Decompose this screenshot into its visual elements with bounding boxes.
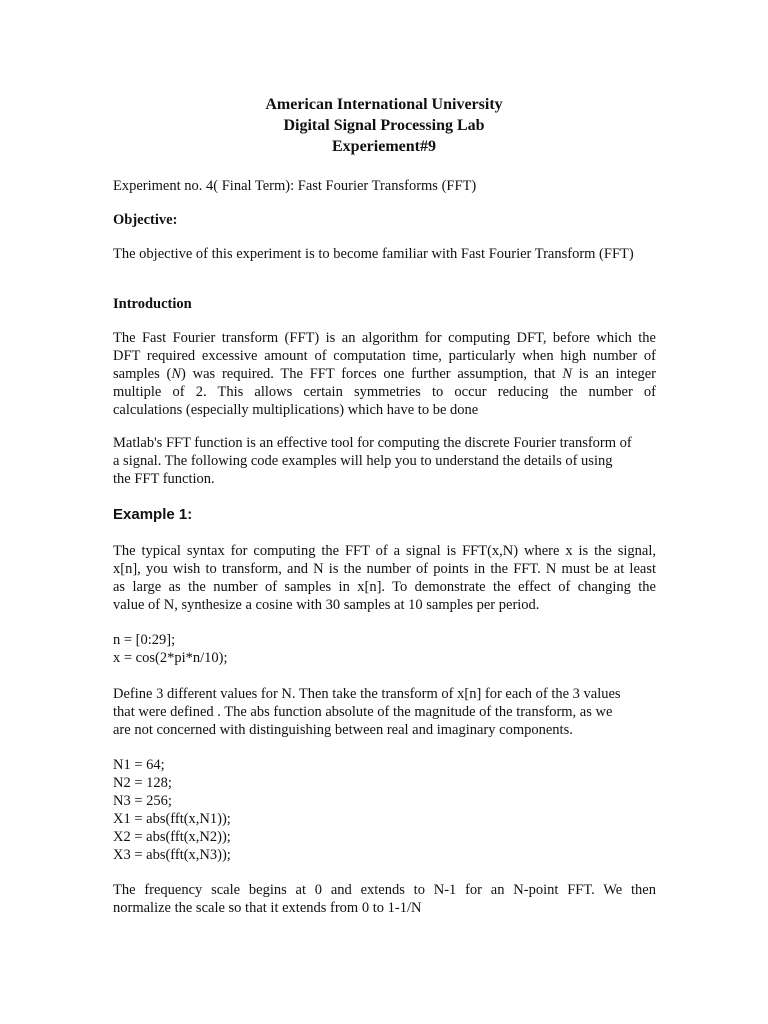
code-line: N2 = 128;: [113, 775, 172, 791]
lab-title: Digital Signal Processing Lab: [283, 117, 485, 134]
code-line: N3 = 256;: [113, 793, 172, 809]
text-line: are not concerned with distinguishing between real and imaginary components.: [113, 722, 573, 738]
code-block-1: [113, 631, 656, 667]
text-line: Define 3 different values for N. Then take the transform of x[n] for each of the 3 values: [113, 686, 621, 702]
code-line: X3 = abs(fft(x,N3));: [113, 847, 231, 863]
text-line: normalize the scale so that it extends from 0 to 1-1/N: [113, 900, 422, 916]
text-line: the FFT function.: [113, 471, 215, 487]
experiment-title: Experiement#9: [332, 138, 436, 155]
text-line: value of N, synthesize a cosine with 30 samples at 10 samples per period.: [113, 597, 540, 613]
text-line: The frequency scale begins at 0 and extends to N-1 for an N-point FFT. We then: [113, 882, 656, 898]
objective-text: The objective of this experiment is to become familiar with Fast Fourier Transform (FFT): [113, 246, 634, 262]
text-fragment: samples (: [113, 366, 172, 382]
text-line: [113, 365, 656, 383]
text-line: x[n], you wish to transform, and N is the number of points in the FFT. N must be at least: [113, 561, 656, 577]
text-fragment: ) was required. The FFT forces one further assumption, that: [181, 366, 563, 382]
text-line: a signal. The following code examples will help you to understand the details of using: [113, 453, 613, 469]
experiment-line: Experiment no. 4( Final Term): Fast Fourier Transforms (FFT): [113, 178, 477, 194]
text-line: DFT required excessive amount of computation time, particularly when high number of: [113, 348, 656, 364]
text-line: multiple of 2. This allows certain symmetries to occur reducing the number of: [113, 384, 656, 400]
code-line: x = cos(2*pi*n/10);: [113, 650, 228, 666]
text-line: that were defined . The abs function absolute of the magnitude of the transform, as we: [113, 704, 613, 720]
example-1-heading: Example 1:: [113, 506, 193, 523]
text-line: as large as the number of samples in x[n]. To demonstrate the effect of changing the: [113, 579, 656, 595]
introduction-heading: Introduction: [113, 296, 192, 312]
example-1-paragraph-1: [113, 542, 656, 614]
objective-heading: Objective:: [113, 212, 178, 228]
text-line: calculations (especially multiplications) which have to be done: [113, 402, 479, 418]
text-line: Matlab's FFT function is an effective tool for computing the discrete Fourier transform of: [113, 435, 632, 451]
code-line: X1 = abs(fft(x,N1));: [113, 811, 231, 827]
example-1-paragraph-3: [113, 881, 656, 917]
text-line: The typical syntax for computing the FFT of a signal is FFT(x,N) where x is the signal,: [113, 543, 656, 559]
code-line: X2 = abs(fft(x,N2));: [113, 829, 231, 845]
text-fragment: is an integer: [572, 366, 656, 382]
text-line: The Fast Fourier transform (FFT) is an algorithm for computing DFT, before which the: [113, 330, 656, 346]
example-1-paragraph-2: [113, 685, 658, 739]
introduction-paragraph-2: [113, 434, 673, 488]
code-line: n = [0:29];: [113, 632, 176, 648]
university-title: American International University: [265, 96, 503, 113]
math-variable: N: [562, 366, 573, 382]
code-line: N1 = 64;: [113, 757, 165, 773]
code-block-2: [113, 756, 656, 864]
introduction-paragraph-1: [113, 329, 656, 419]
math-variable: N: [171, 366, 181, 382]
